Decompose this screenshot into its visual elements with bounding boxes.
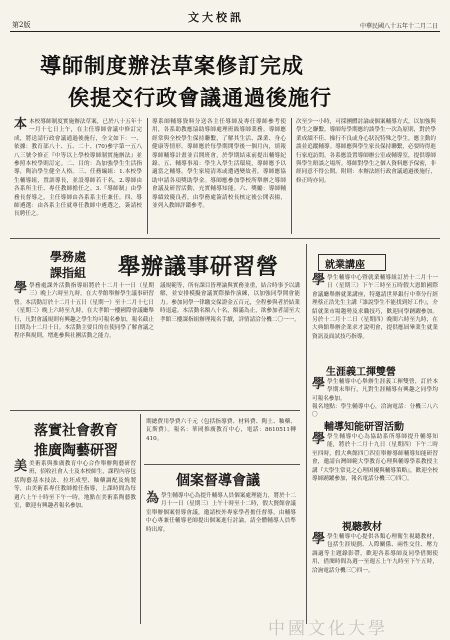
section-divider bbox=[144, 464, 300, 465]
employment-title: 就業講座 bbox=[325, 260, 365, 271]
drop-cap: 學 bbox=[312, 432, 326, 447]
drop-cap: 本 bbox=[14, 117, 28, 132]
dateline: 中華民國八十五年十二月二日 bbox=[359, 23, 438, 30]
counselor-body bbox=[312, 433, 438, 517]
employment-title-box bbox=[318, 254, 386, 271]
life-title: 生涯義工揮雙營 bbox=[326, 367, 396, 378]
drop-cap: 學 bbox=[312, 532, 326, 547]
social-title-1: 落實社會教育 bbox=[34, 423, 118, 439]
university-watermark: 中國文化大學 bbox=[268, 619, 388, 639]
checkin-body bbox=[146, 492, 296, 596]
video-body bbox=[312, 533, 438, 593]
social-title-2: 推廣陶藝研習 bbox=[34, 443, 118, 459]
social-body bbox=[14, 460, 136, 620]
checkin-title: 個案督導會議 bbox=[176, 473, 260, 489]
life-signup: 報名地點：學生輔導中心，洽詢電話：分機三八六〇 bbox=[312, 404, 438, 419]
life-body bbox=[312, 378, 438, 402]
issue-number: 第2版 bbox=[12, 21, 31, 29]
social-side-note: 期總費用學費六千元（包括指導費、材料費、陶土、釉藥、瓦斯費）。報名：華岡推廣教育中心，電話：8610511轉410。 bbox=[146, 419, 296, 442]
life-body-text: 學生輔導中心舉辦生涯義工揮雙營，訂於本學期末舉行，凡對生涯輔導有興趣之同學均可報名參加。 bbox=[312, 379, 438, 402]
seminar-column-2: 議規範等，所有課目皆理論與實務並重，結合時事予以講解，並安排模擬會議實際操作演練，以加強同學開會能力。參加同學一律繳交保證金五百元，全程參與者於結業時退還。本活動名額八十名，額滿為止，欲參加者請至大孝館三樓課指組辦理報名手續，詳情請洽分機二〇一一。 bbox=[160, 283, 300, 323]
section-divider bbox=[10, 238, 440, 239]
seminar-column-1-text: 學務處課外活動指導組將於十二月十一日（星期三）晚上六時至九時，在大孝館舉辦學生議事研習營。本活動訂於十二月十五日（星期一）至十二月十七日（星期三）晚上六時至九時，在大孝館一樓國際會議廳舉行，凡對會議規則有興趣之學生均可報名參加，報名截止日期為十二月十日。本活動主要目的在使同學了解會議之程序與規則，增進參與社團活動之能力。 bbox=[14, 283, 154, 340]
drop-cap: 學 bbox=[312, 377, 326, 392]
checkin-body-text: 學生輔導中心為提升輔導人員個案處理能力，將於十二月十一日（星期三）上午十時至十二時，假大賢館會議室舉辦個案督導會議，邀請校外專家學者擔任督導，由輔導中心專兼任輔導老師提出個案進行討論，請全體輔導人員準時出席。 bbox=[146, 493, 296, 533]
lead-headline-1: 導師制度辦法草案修訂完成 bbox=[40, 53, 304, 78]
counselor-title: 輔導知能研習活動 bbox=[324, 422, 404, 433]
drop-cap: 美 bbox=[14, 459, 28, 474]
seminar-unit-2: 課指組 bbox=[50, 266, 87, 280]
header-rule bbox=[10, 31, 440, 32]
employment-body-text: 學生輔導中心暨就業輔導組訂於十二月十一日（星期三）下午三時至五時假大恩館國際會議廳舉辦就業講座，特邀請世界銀行中華分行經理蔡正浩先生主講『誰說學生不能找到好工作』，介紹就業市場趨勢及求職技巧，歡迎同學踴躍參加。另於十二月十二日（星期四）晚間六時至九時，在大典館舉辦企業求才說明會，提供應屆畢業生就業資訊及面試技巧指導。 bbox=[312, 275, 438, 340]
lead-headline-2: 俟提交行政會議通過後施行 bbox=[68, 85, 332, 110]
social-body-text: 美術系與推廣教育中心合作舉辦陶藝研習班，招收社會人士及本校師生，課程內容包括陶藝基本技法、拉坯成型、釉藥調配及燒製等，由美術系專任教師擔任指導，上課時間為每週六上午十時至下午一時，地點在美術系陶藝教室，歡迎有興趣者報名參加。 bbox=[14, 461, 136, 510]
drop-cap: 學 bbox=[14, 281, 28, 296]
seminar-column-1 bbox=[14, 282, 154, 404]
lead-column-2: 導系師輔導資料分送各主任導師及專任導師參考使用，各系助教應協助導師處理班級導師業務。導師應經常與全校學生保持聯繫，了解其生活、課業、身心健康等情形。導師應於每學期開學後一個月內，填報導師輔導計畫並召開班會，於學期結束前提出輔導紀錄。五、輔導事項：學生入學生活環境，導師應予以適當之輔導。學生家境清寒或遭遇變故者，導師應協助申請各項獎助學金。導師應參加學校所舉辦之導師會議及研習活動，充實輔導知能。六、獎勵：導師輔導績效優良者，由學務處簽請校長核定後公開表揚，並列入教師評鑑參考。 bbox=[152, 119, 286, 210]
masthead: 文大校訊 bbox=[188, 11, 244, 24]
counselor-body-text: 學生輔導中心為協助系所導師提升輔導知能，將於十二月十九日（星期四）下午二時至四時，假大典館四〇四室舉辦導師輔導知能研習會，邀請台灣師範大學教育心理與輔導學系教授主講『大學生常見之心理困擾與輔導策略』，歡迎全校導師踴躍參加，報名電話分機三〇四〇。 bbox=[312, 434, 438, 483]
lead-column-3: 次至少一小時，可採團體討論或個案輔導方式，以加強與學生之聯繫。導師每學期應約談學生一次為原則，對於學業成績不佳、操行不良或身心狀況特殊之學生，應主動約談並追蹤輔導。導師應與學生家長保持聯繫，必要時得進行家庭訪問。各系應設置導師辦公室或輔導室，提供導師與學生晤談之場所。導師對學生之個人資料應予保密，非經同意不得公開。附則：本辦法經行政會議通過後施行，修正時亦同。 bbox=[296, 119, 436, 184]
seminar-unit-1: 學務處 bbox=[50, 250, 87, 264]
column-rule bbox=[306, 244, 307, 624]
seminar-title: 舉辦議事研習營 bbox=[118, 254, 280, 280]
section-divider bbox=[10, 410, 300, 411]
column-rule bbox=[291, 118, 292, 234]
drop-cap: 學 bbox=[312, 273, 326, 288]
video-title: 視聽教材 bbox=[342, 522, 382, 533]
lead-column-1 bbox=[14, 118, 142, 234]
column-rule bbox=[147, 118, 148, 234]
employment-body bbox=[312, 274, 438, 360]
column-rule bbox=[140, 414, 141, 624]
video-body-text: 學生輔導中心提供各類心理衛生視聽教材，包括生涯規劃、人際關係、兩性交往、壓力調適等主題錄影帶，歡迎各系導師及同學借閱使用，借閱時間為週一至週五上午九時至下午五時，洽詢電話分機三〇四一。 bbox=[312, 534, 438, 574]
lead-column-1-text: 本校導師制度實施辦法草案，已於八十五年十一月十七日上午，在主任導師會議中修訂完成，將送請行政會議通過後施行，全文如下：一、依據：教育部八十、五、二十、(70)參字第一五八八三號令修正『中等以上學校導師制實施辦法』並參照本校學則訂定。二、目的：為加強學生生活指導，陶冶學生健全人格。三、任務編組：1.本校學生輔導組，置訓導長，並設導師若干名。2.導師由各系所主任、專任教師擔任之。3.『導師制』由學務長督導之，主任導師由各系系主任兼任。四、導師遴選：由各系主任就專任教師中遴選之，簽請校長聘任之。 bbox=[14, 119, 142, 218]
drop-cap: 為 bbox=[146, 491, 160, 506]
